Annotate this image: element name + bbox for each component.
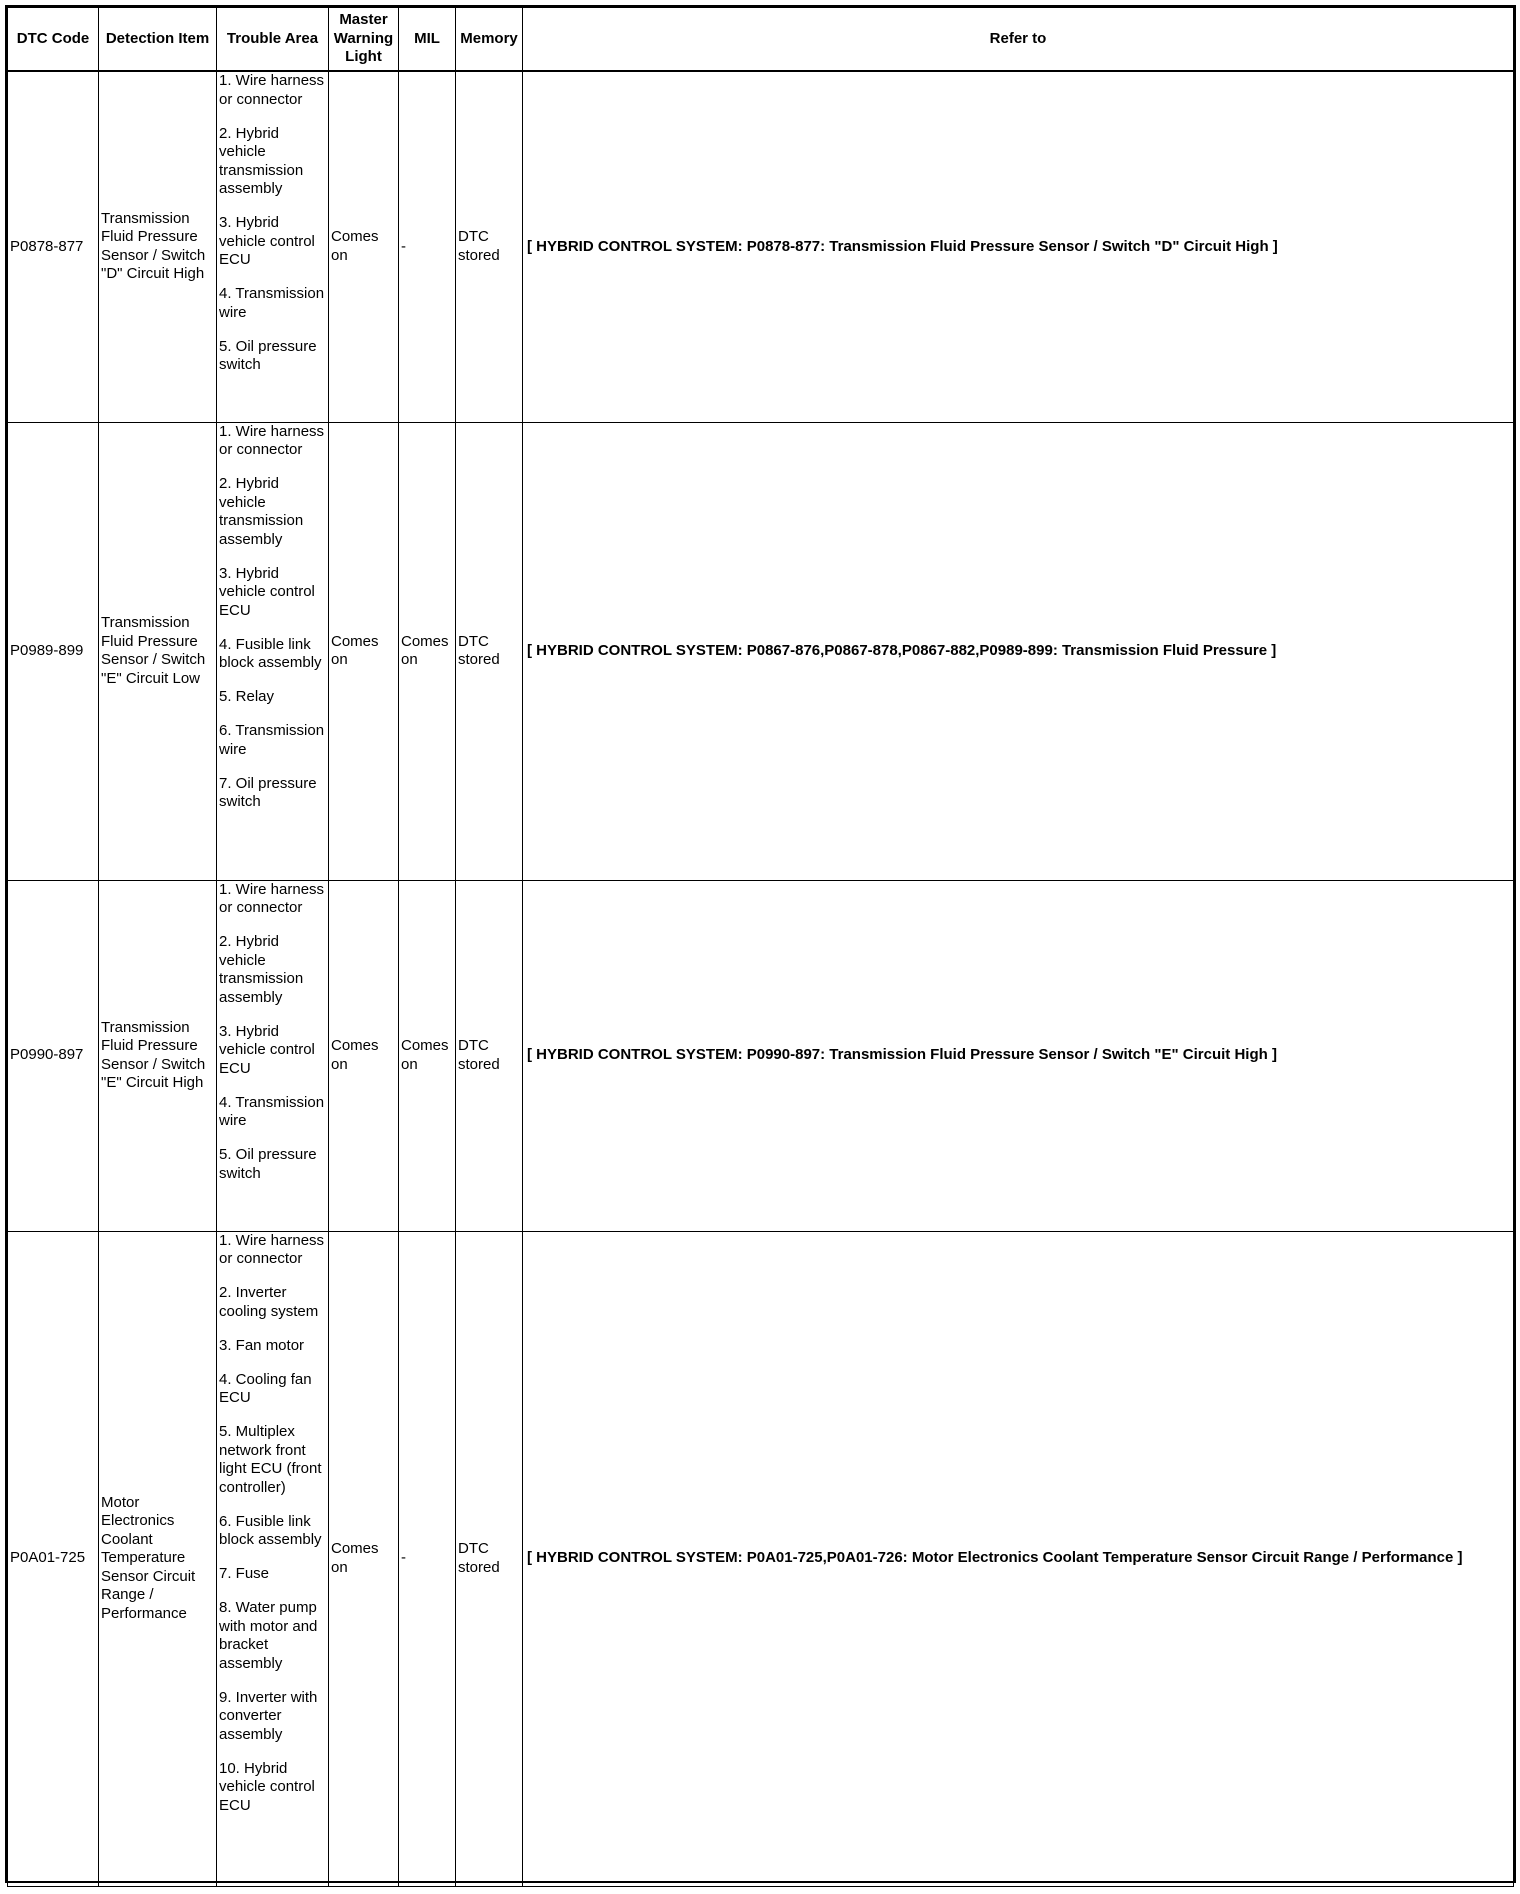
mil-cell: - <box>399 71 456 422</box>
trouble-area-item: 2. Hybrid vehicle transmission assembly <box>219 124 304 197</box>
detection-item-cell: Motor Electronics Coolant Temperature Sensor Circuit Range / Performance <box>99 1231 217 1886</box>
mil-cell: - <box>399 1231 456 1886</box>
trouble-area-item: 1. Wire harness or connector <box>219 880 325 916</box>
master-warning-light-cell: Comes on <box>329 71 399 422</box>
trouble-area-item: 10. Hybrid vehicle control ECU <box>219 1759 315 1814</box>
trouble-area-item: 5. Multiplex network front light ECU (front controller) <box>219 1423 322 1496</box>
refer-to-link[interactable]: [ HYBRID CONTROL SYSTEM: P0990-897: Transmission Fluid Pressure Sensor / Switch "E" Circuit High ] <box>523 880 1514 1231</box>
trouble-area-item: 6. Fusible link block assembly <box>219 1512 322 1548</box>
trouble-area-cell <box>217 71 329 422</box>
memory-cell: DTC stored <box>456 422 523 880</box>
mil-cell: Comes on <box>399 880 456 1231</box>
refer-to-link[interactable]: [ HYBRID CONTROL SYSTEM: P0A01-725,P0A01-726: Motor Electronics Coolant Temperature Sensor Circuit Range / Performance ] <box>523 1231 1514 1886</box>
table-row <box>8 71 1514 422</box>
detection-item-cell: Transmission Fluid Pressure Sensor / Switch "E" Circuit High <box>99 880 217 1231</box>
trouble-area-item: 4. Transmission wire <box>219 1093 325 1129</box>
trouble-area-item: 2. Hybrid vehicle transmission assembly <box>219 475 304 548</box>
mil-cell: Comes on <box>399 422 456 880</box>
header-master-warning-light: Master Warning Light <box>329 8 399 72</box>
dtc-table <box>7 7 1514 1887</box>
trouble-area-item: 8. Water pump with motor and bracket assembly <box>219 1599 318 1672</box>
dtc-code-cell: P0A01-725 <box>8 1231 99 1886</box>
table-row <box>8 1231 1514 1886</box>
dtc-code-cell: P0989-899 <box>8 422 99 880</box>
detection-item-cell: Transmission Fluid Pressure Sensor / Switch "E" Circuit Low <box>99 422 217 880</box>
dtc-code-cell: P0878-877 <box>8 71 99 422</box>
trouble-area-item: 3. Hybrid vehicle control ECU <box>219 1022 315 1077</box>
trouble-area-item: 7. Oil pressure switch <box>219 774 317 810</box>
trouble-area-cell <box>217 1231 329 1886</box>
trouble-area-item: 3. Fan motor <box>219 1336 305 1354</box>
trouble-area-item: 2. Inverter cooling system <box>219 1284 319 1320</box>
header-detection-item: Detection Item <box>99 8 217 72</box>
header-dtc-code: DTC Code <box>8 8 99 72</box>
trouble-area-cell <box>217 422 329 880</box>
trouble-area-item: 9. Inverter with converter assembly <box>219 1688 318 1743</box>
header-trouble-area: Trouble Area <box>217 8 329 72</box>
refer-to-link[interactable]: [ HYBRID CONTROL SYSTEM: P0878-877: Transmission Fluid Pressure Sensor / Switch "D" Circuit High ] <box>523 71 1514 422</box>
header-mil: MIL <box>399 8 456 72</box>
memory-cell: DTC stored <box>456 880 523 1231</box>
memory-cell: DTC stored <box>456 71 523 422</box>
memory-cell: DTC stored <box>456 1231 523 1886</box>
master-warning-light-cell: Comes on <box>329 422 399 880</box>
trouble-area-item: 1. Wire harness or connector <box>219 72 325 108</box>
detection-item-cell: Transmission Fluid Pressure Sensor / Switch "D" Circuit High <box>99 71 217 422</box>
trouble-area-item: 5. Oil pressure switch <box>219 1146 317 1182</box>
trouble-area-item: 4. Cooling fan ECU <box>219 1370 312 1406</box>
table-row <box>8 422 1514 880</box>
trouble-area-item: 3. Hybrid vehicle control ECU <box>219 564 315 619</box>
header-refer-to: Refer to <box>523 8 1514 72</box>
trouble-area-item: 7. Fuse <box>219 1565 270 1582</box>
refer-to-link[interactable]: [ HYBRID CONTROL SYSTEM: P0867-876,P0867-878,P0867-882,P0989-899: Transmission Fluid Pressure ] <box>523 422 1514 880</box>
trouble-area-item: 5. Oil pressure switch <box>219 337 317 373</box>
trouble-area-cell <box>217 880 329 1231</box>
header-memory: Memory <box>456 8 523 72</box>
trouble-area-item: 1. Wire harness or connector <box>219 422 325 458</box>
trouble-area-item: 6. Transmission wire <box>219 722 325 758</box>
trouble-area-item: 4. Fusible link block assembly <box>219 635 322 671</box>
dtc-code-cell: P0990-897 <box>8 880 99 1231</box>
table-row <box>8 880 1514 1231</box>
trouble-area-item: 4. Transmission wire <box>219 285 325 321</box>
table-header-row <box>8 8 1514 72</box>
trouble-area-item: 2. Hybrid vehicle transmission assembly <box>219 933 304 1006</box>
trouble-area-item: 5. Relay <box>219 688 275 705</box>
master-warning-light-cell: Comes on <box>329 880 399 1231</box>
trouble-area-item: 1. Wire harness or connector <box>219 1231 325 1267</box>
master-warning-light-cell: Comes on <box>329 1231 399 1886</box>
trouble-area-item: 3. Hybrid vehicle control ECU <box>219 214 315 268</box>
dtc-table-container <box>5 5 1516 1883</box>
